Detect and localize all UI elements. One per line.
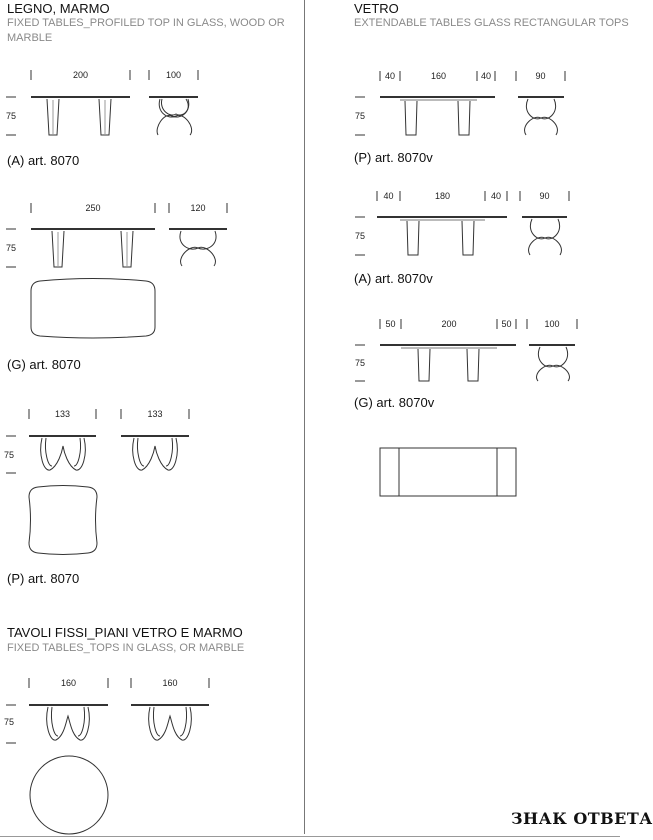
dim-ext-p-length: 160 [430, 71, 447, 81]
dim-p-height: 75 [4, 450, 15, 460]
left-heading: LEGNO, MARMO [7, 1, 110, 16]
label-g-8070v: (G) art. 8070v [354, 395, 435, 410]
dim-ext-g-ext2: 50 [501, 319, 512, 329]
dim-ext-p-width: 90 [535, 71, 546, 81]
dim-p-width: 133 [147, 409, 163, 419]
dim-ext-g-width: 100 [544, 319, 560, 329]
ext-table-top-view [380, 448, 516, 496]
column-divider [304, 0, 305, 834]
dim-ext-g-height: 75 [355, 358, 366, 368]
dim-ext-a-length: 180 [434, 191, 451, 201]
left-subheading: FIXED TABLES_PROFILED TOP IN GLASS, WOOD OR MARBLE [7, 17, 285, 44]
label-a-8070v: (A) art. 8070v [354, 271, 433, 286]
right-heading: VETRO [354, 1, 399, 16]
dim-g-length: 250 [85, 203, 101, 213]
section2-subheading: FIXED TABLES_TOPS IN GLASS, OR MARBLE [7, 642, 245, 654]
logo-watermark: ЗНАК ОТВЕТА [511, 809, 653, 828]
dim-g-height: 75 [6, 243, 17, 253]
table-g-top-view [31, 279, 155, 339]
dim-ext-p-ext1: 40 [384, 71, 395, 81]
dim-g-width: 120 [190, 203, 206, 213]
label-p-8070v: (P) art. 8070v [354, 150, 433, 165]
dim-round-height: 75 [4, 717, 15, 727]
dim-a-height: 75 [6, 111, 17, 121]
dim-p-length: 133 [54, 409, 71, 419]
dim-round-front: 160 [60, 678, 77, 688]
dim-ext-a-ext2: 40 [490, 191, 501, 201]
dim-ext-g-ext1: 50 [385, 319, 396, 329]
bottom-rule [0, 836, 620, 837]
label-g-8070: (G) art. 8070 [7, 357, 81, 372]
dim-a-width: 100 [165, 70, 182, 80]
dim-ext-g-length: 200 [441, 319, 457, 329]
section2-heading: TAVOLI FISSI_PIANI VETRO E MARMO [7, 625, 243, 640]
dim-round-side: 160 [162, 678, 178, 688]
dim-ext-a-height: 75 [355, 231, 366, 241]
right-subheading: EXTENDABLE TABLES GLASS RECTANGULAR TOPS [354, 17, 629, 29]
table-round-top-view [30, 756, 108, 834]
dim-ext-p-height: 75 [355, 111, 366, 121]
label-p-8070: (P) art. 8070 [7, 571, 80, 586]
dim-ext-p-ext2: 40 [480, 71, 491, 81]
dim-a-length: 200 [72, 70, 89, 80]
table-p-top-view [29, 486, 97, 555]
dim-ext-a-width: 90 [539, 191, 550, 201]
label-a-8070: (A) art. 8070 [7, 153, 80, 168]
dim-ext-a-ext1: 40 [383, 191, 394, 201]
